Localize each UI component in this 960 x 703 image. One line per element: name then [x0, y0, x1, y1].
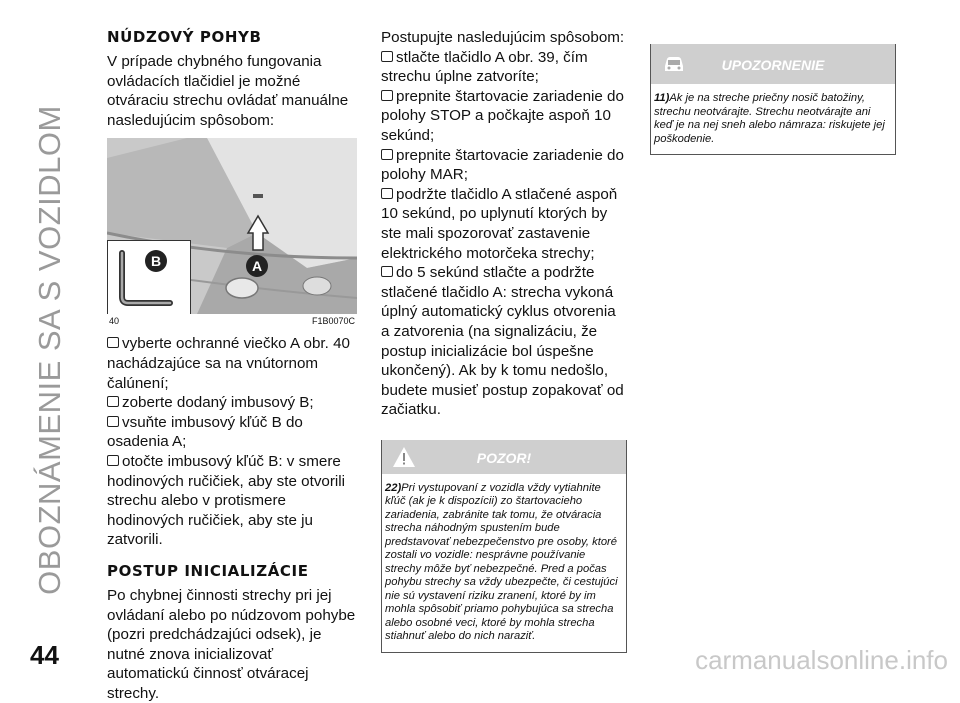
- label-b: B: [150, 253, 162, 270]
- checkbox-bullet-icon: [381, 149, 393, 160]
- figure-caption: [107, 314, 357, 328]
- column-3: [650, 44, 896, 155]
- paragraph-initialization: Po chybnej činnosti strechy pri jej ovládaní alebo po núdzovom pohybe (pozri predchádzajúci odsek), je nutné znova inicializovať automatickú činnosť otváracej strechy.: [107, 586, 356, 702]
- figure-40: [107, 138, 357, 328]
- bullet-step: vsuňte imbusový kľúč B do osadenia A;: [107, 413, 303, 451]
- hex-key-inset: [107, 240, 191, 318]
- column-2: [381, 28, 627, 653]
- bullet-step: prepnite štartovacie zariadenie do polohy STOP a počkajte aspoň 10 sekúnd;: [381, 87, 624, 144]
- label-a: A: [251, 258, 263, 275]
- notice-header: [651, 44, 895, 84]
- bullet-step: vyberte ochranné viečko A obr. 40 nachádzajúce sa na vnútornom čalúnení;: [107, 335, 350, 392]
- bullet-step: do 5 sekúnd stlačte a podržte stlačené tlačidlo A: strecha vykoná úplný automatický cyklus otvorenia a zatvorenia (na signalizáciu, že postup inicializácie bol úspešne ukončený). Ak by k tomu nedošlo, budete musieť postup zopakovať od začiatku.: [381, 264, 624, 419]
- checkbox-bullet-icon: [107, 416, 119, 427]
- notice-text: 11)Ak je na streche priečny nosič batožiny, strechu neotvárajte. Strechu neotvárajte ani keď je na nej sneh alebo námraza: riskujete jej poškodenie.: [654, 92, 885, 145]
- checkbox-bullet-icon: [107, 337, 119, 348]
- section-side-title: OBOZNÁMENIE SA S VOZIDLOM: [32, 105, 67, 595]
- warning-text: 22)Pri vystupovaní z vozidla vždy vytiahnite kľúč (ak je k dispozícii) zo štartovacieho zariadenia, zabránite tak tomu, že otváracia strecha náhodným spustením bude predstavovať nebezpečenstvo pre osoby, ktoré zostali vo vozidle: nesprávne používanie strechy môže byť nebezpečné. Pred a počas pohybu strechy sa vždy ubezpečte, či cestujúci nie sú vystavení riziku zranení, ktoré by im mohla spôsobiť priamo pohybujúca sa strecha alebo osobné veci, ktoré by mohla strecha stiahnuť alebo do nich naraziť.: [385, 481, 618, 643]
- checkbox-bullet-icon: [381, 90, 393, 101]
- notice-title: UPOZORNENIE: [721, 57, 825, 73]
- notice-box: [650, 44, 896, 155]
- hex-key-icon: [108, 241, 190, 317]
- checkbox-bullet-icon: [107, 455, 119, 466]
- warning-box: [381, 440, 627, 653]
- checkbox-bullet-icon: [381, 188, 393, 199]
- bullet-step: prepnite štartovacie zariadenie do polohy MAR;: [381, 146, 624, 184]
- figure-number: 40: [109, 316, 120, 327]
- paragraph-procedure-intro: Postupujte nasledujúcim spôsobom:: [381, 29, 625, 46]
- bullet-step: zoberte dodaný imbusový B;: [107, 393, 359, 413]
- heading-emergency-movement: NÚDZOVÝ POHYB: [107, 28, 262, 46]
- bullet-step: stlačte tlačidlo A obr. 39, čím strechu úplne zatvoríte;: [381, 48, 588, 86]
- paragraph-intro: V prípade chybného fungovania ovládacích tlačidiel je možné otváraciu strechu ovládať manuálne nasledujúcim spôsobom:: [107, 53, 349, 129]
- bullet-step: otočte imbusový kľúč B: v smere hodinových ručičiek, aby ste otvorili strechu alebo v protismere hodinových ručičiek, aby ste ju zatvorili.: [107, 452, 346, 549]
- checkbox-bullet-icon: [107, 396, 119, 407]
- page-number: 44: [30, 640, 59, 670]
- column-1: [107, 28, 359, 703]
- heading-initialization: POSTUP INICIALIZÁCIE: [107, 561, 309, 580]
- checkbox-bullet-icon: [381, 266, 393, 277]
- bullet-step: podržte tlačidlo A stlačené aspoň 10 sekúnd, po uplynutí ktorých by ste mali spozorovať zastavenie elektrického motorčeka strechy;: [381, 185, 618, 262]
- watermark: carmanualsonline.info: [695, 645, 948, 675]
- checkbox-bullet-icon: [381, 51, 393, 62]
- figure-code: F1B0070C: [311, 316, 355, 327]
- warning-header: [382, 440, 626, 474]
- warning-title: POZOR!: [476, 449, 532, 466]
